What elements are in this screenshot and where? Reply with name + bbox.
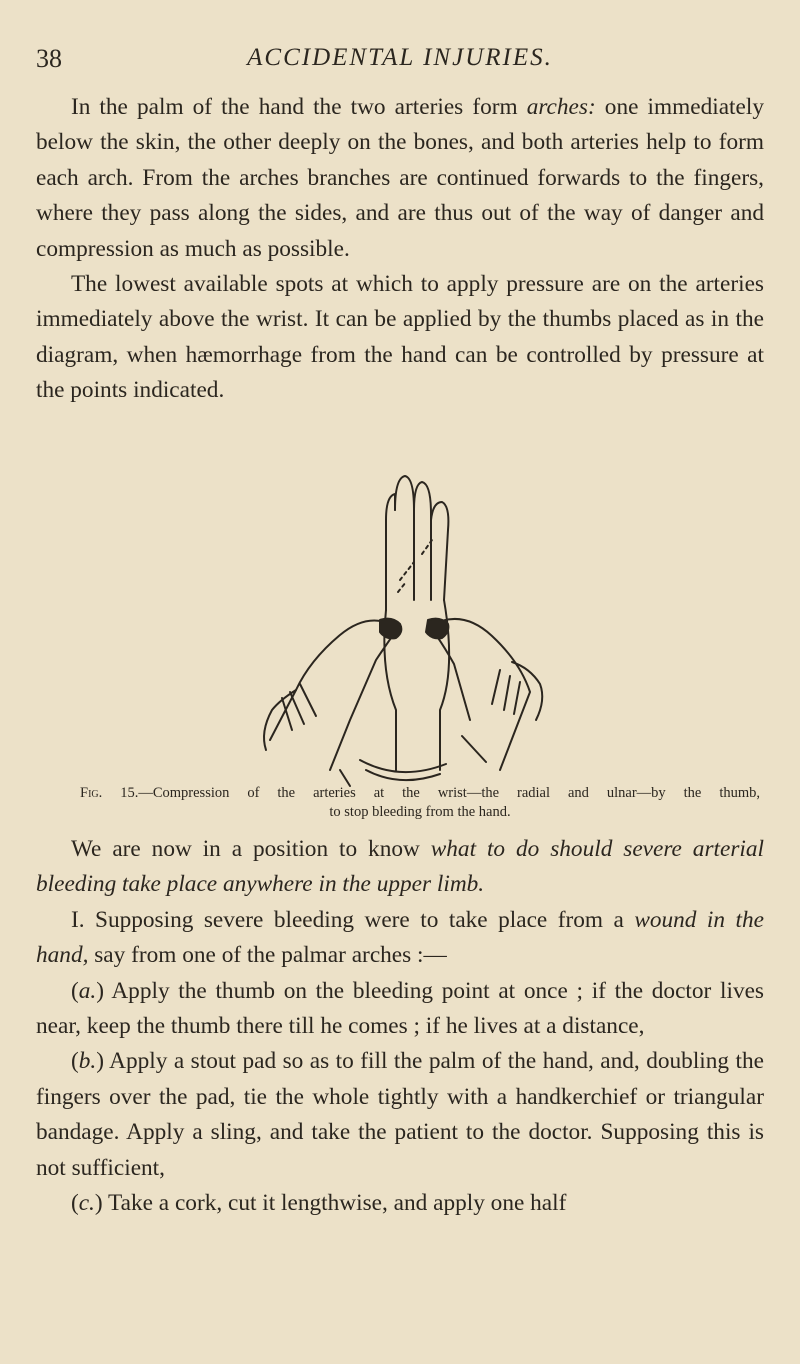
- text-run: ) Take a cork, cut it lengthwise, and apply one half: [94, 1190, 567, 1217]
- wrist-cuff: [360, 760, 446, 780]
- text-run: one immediately below the skin, the other deeply on the bones, and both arteries help to form each arch. From the arches branches are continued forwards to the fingers, where they pass along the sides, and are thus out of the way of danger and compression as much as possible.: [36, 94, 764, 262]
- paragraph-supposing: [36, 903, 764, 974]
- text-run: (: [70, 977, 79, 1004]
- italic-run: c.: [78, 1190, 95, 1217]
- paragraph-lowest-spots: The lowest available spots at which to apply pressure are on the arteries immediately above the wrist. It can be applied by the thumbs placed as in the diagram, when hæmorrhage from the hand can be controlled by pressure at the points indicated.: [36, 271, 764, 404]
- paragraph-step-c: [36, 1186, 764, 1221]
- text-run: ) Apply a stout pad so as to fill the palm of the hand, and, doubling the fingers over the pad, tie the whole tightly with a handkerchief or triangular bandage. Apply a sling, and take the patient to the doctor. Supposing this is not sufficient,: [36, 1048, 764, 1181]
- italic-run: a.: [78, 977, 97, 1004]
- right-helper-hand: [426, 619, 542, 770]
- text-block-top: [36, 90, 764, 409]
- page-header: [36, 44, 764, 78]
- held-hand-fingers: [386, 476, 448, 610]
- text-run: We are now in a position to know: [70, 836, 431, 862]
- italic-run: what to do should severe arterial bleeding take place anywhere in the upper limb.: [36, 836, 764, 898]
- text-block-bottom: [36, 832, 764, 1221]
- page-number: 38: [36, 44, 62, 73]
- paragraph-step-b: [36, 1044, 764, 1186]
- caption-label: Fig. 15.: [80, 785, 139, 801]
- text-run: (: [70, 1190, 79, 1217]
- paragraph-position: [36, 832, 764, 903]
- caption-line-2: to stop bleeding from the hand.: [329, 804, 511, 820]
- caption-text: —Compression of the arteries at the wrist—the radial and ulnar—by the thumb,: [138, 785, 760, 801]
- paragraph-step-a: [36, 974, 764, 1045]
- text-run: (: [70, 1048, 79, 1075]
- figure-illustration: [200, 470, 600, 790]
- paragraph-arches: [36, 90, 764, 267]
- text-run: say from one of the palmar arches :—: [88, 942, 447, 969]
- text-run: I. Supposing severe bleeding were to take place from a: [70, 906, 635, 933]
- caption-line-1: [80, 784, 760, 803]
- italic-run: wound in the hand,: [36, 906, 764, 969]
- running-head: ACCIDENTAL INJURIES.: [247, 44, 553, 71]
- text-run: In the palm of the hand the two arteries form: [70, 94, 527, 120]
- italic-run: arches:: [526, 94, 596, 120]
- figure-caption: [80, 784, 760, 822]
- text-run: ) Apply the thumb on the bleeding point at once ; if the doctor lives near, keep the thumb there till he comes ; if he lives at a distance,: [36, 977, 764, 1040]
- italic-run: b.: [78, 1048, 97, 1075]
- left-helper-hand: [264, 619, 401, 770]
